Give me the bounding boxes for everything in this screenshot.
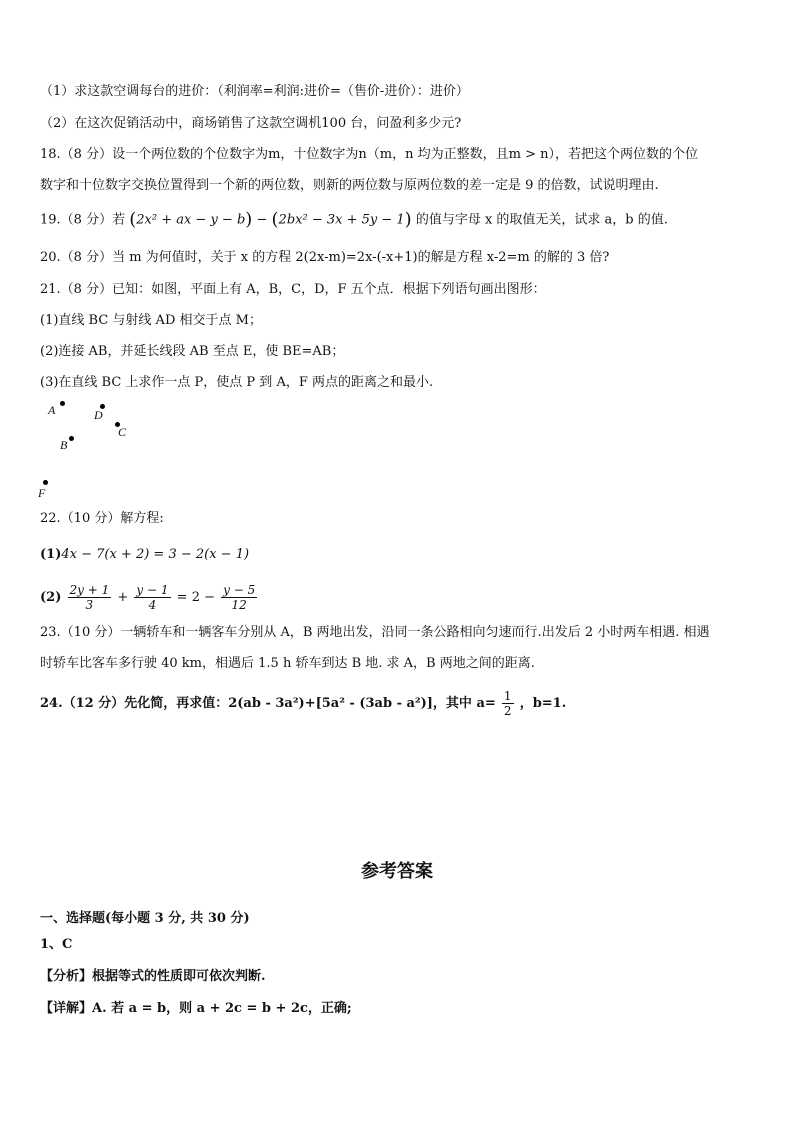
q17-part1: （1）求这款空调每台的进价：（利润率=利润:进价=（售价-进价）：进价） [40,84,469,99]
point-b-dot [69,436,74,441]
q23-line1: 23.（10 分）一辆轿车和一辆客车分别从 A，B 两地出发，沿同一条公路相向匀速而行.出发后 2 小时两车相遇. 相遇 [40,625,710,640]
q21-intro: 21.（8 分）已知：如图，平面上有 A，B，C，D，F 五个点．根据下列语句画出图形： [40,282,546,297]
q20: 20.（8 分）当 m 为何值时，关于 x 的方程 2(2x-m)=2x-(-x+1)的解是方程 x-2=m 的解的 3 倍? [40,250,610,265]
answer-section: 一、选择题(每小题 3 分, 共 30 分) [40,911,250,926]
answer-title: 参考答案 [361,861,433,882]
q19-expr2: 2bx² − 3x + 5y − 1 [278,212,405,228]
q22-eq1-label: (1) [40,547,62,562]
point-f-dot [43,480,48,485]
paren-open: ( [271,209,279,230]
q17-part2: （2）在这次促销活动中，商场销售了这款空调机100 台，问盈利多少元? [40,116,462,131]
point-f-label: F [38,486,46,500]
q24-prefix: 24.（12 分）先化简，再求值：2(ab - 3a²)+[5a² - (3ab - a²)]，其中 a= [40,696,496,711]
fraction: $\frac{y - 5}{12}$ [223,583,256,612]
answer-item: 1、C [40,937,73,952]
plus-sign: + [117,590,129,605]
q19 [40,210,668,231]
q24 [40,684,566,724]
paren-close: ) [245,209,253,230]
q22-eq2 [40,578,259,618]
point-a-dot [60,401,65,406]
point-c-label: C [118,425,127,439]
q19-minus: − [256,212,268,228]
answer-detail: 【详解】A. 若 a = b，则 a + 2c = b + 2c，正确; [40,1001,352,1016]
q24-suffix: ，b=1. [519,696,567,711]
q22-eq1-expr: 4x − 7(x + 2) = 3 − 2(x − 1) [61,547,250,562]
q22-eq1 [40,545,249,565]
q21-item1: (1)直线 BC 与射线 AD 相交于点 M； [40,313,262,328]
q22-eq2-label: (2) [40,590,62,605]
point-b-label: B [60,438,68,452]
q18-line2: 数字和十位数字交换位置得到一个新的两位数，则新的两位数与原两位数的差一定是 9 的倍数，试说明理由. [40,178,659,193]
q19-prefix: 19.（8 分）若 [40,212,126,228]
point-a-label: A [48,403,56,417]
fraction: $\frac{y - 1}{4}$ [136,583,169,612]
fraction: $\frac{2y + 1}{3}$ [69,583,110,612]
paren-open: ( [129,209,137,230]
answer-analysis: 【分析】根据等式的性质即可依次判断. [40,969,266,984]
equals-part: = 2 − [176,590,215,605]
q19-suffix: 的值与字母 x 的取值无关，试求 a，b 的值. [415,212,668,228]
q18-line1: 18.（8 分）设一个两位数的个位数字为m，十位数字为n（m，n 均为正整数，且m > n），若把这个两位数的个位 [40,147,698,162]
q23-line2: 时轿车比客车多行驶 40 km，相遇后 1.5 h 轿车到达 B 地. 求 A，B 两地之间的距离. [40,656,535,671]
point-d-label: D [94,408,103,422]
q21-item2: (2)连接 AB，并延长线段 AB 至点 E，使 BE=AB； [40,344,345,359]
q21-item3: (3)在直线 BC 上求作一点 P，使点 P 到 A，F 两点的距离之和最小. [40,375,434,390]
q22-intro: 22.（10 分）解方程: [40,511,164,526]
q19-expr1: 2x² + ax − y − b [136,212,246,228]
fraction: $\frac{1}{2}$ [503,689,512,718]
paren-close: ) [404,209,412,230]
